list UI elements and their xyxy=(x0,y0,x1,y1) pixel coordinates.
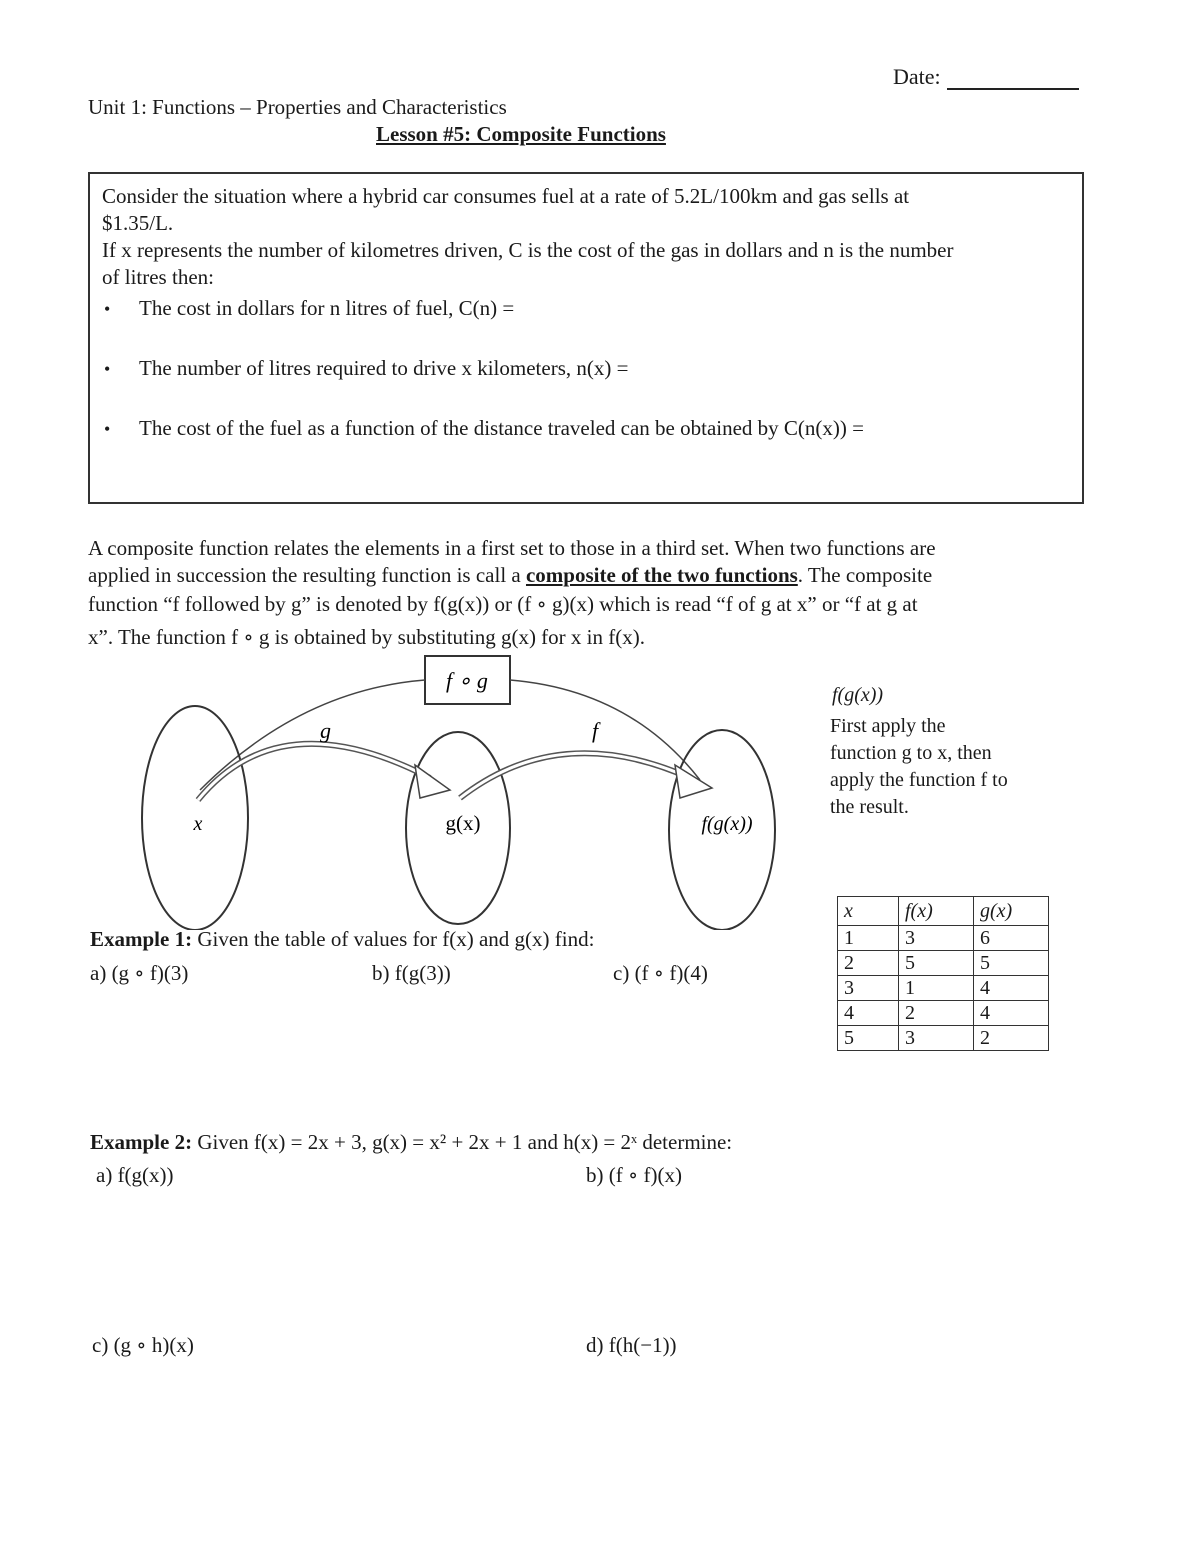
table-cell: 2 xyxy=(838,951,899,976)
scenario-box xyxy=(88,172,1084,504)
arrow-g-inner xyxy=(198,744,430,800)
composition-diagram xyxy=(130,650,790,930)
intro-line-4: x”. The function f ∘ g is obtained by substituting g(x) for x in f(x). xyxy=(88,625,645,649)
set-gx-label: g(x) xyxy=(445,811,481,835)
table-row xyxy=(838,1001,1049,1026)
intro-line-1: A composite function relates the elements in a first set to those in a third set. When two functions are xyxy=(88,536,936,560)
table-row xyxy=(838,951,1049,976)
table-header-cell: f(x) xyxy=(899,897,974,926)
table-cell: 4 xyxy=(974,1001,1049,1026)
table-cell: 6 xyxy=(974,926,1049,951)
table-cell: 1 xyxy=(838,926,899,951)
line-to-fog-left xyxy=(200,680,425,790)
date-field xyxy=(893,64,1079,90)
intro-line-2-pre: applied in succession the resulting function is call a xyxy=(88,563,526,587)
set-x-label: x xyxy=(193,813,203,835)
bullet-marker: • xyxy=(104,359,111,379)
box-line-1: Consider the situation where a hybrid car consumes fuel at a rate of 5.2L/100km and gas sells at xyxy=(102,184,910,208)
arrow-g-label: g xyxy=(320,718,331,743)
intro-line-3: function “f followed by g” is denoted by f(g(x)) or (f ∘ g)(x) which is read “f of g at x” or “f at g at xyxy=(88,592,918,616)
table-cell: 1 xyxy=(899,976,974,1001)
bullet-marker: • xyxy=(104,299,111,319)
box-line-3: If x represents the number of kilometres driven, C is the cost of the gas in dollars and n is the number xyxy=(102,238,954,262)
arrow-g xyxy=(198,744,430,800)
table-cell: 5 xyxy=(974,951,1049,976)
intro-line-2-post: . The composite xyxy=(797,563,933,587)
composite-term: composite of the two functions xyxy=(525,563,798,587)
example-2-d: d) f(h(−1)) xyxy=(586,1333,677,1357)
line-to-fog-right xyxy=(510,680,700,780)
lesson-title: Lesson #5: Composite Functions xyxy=(376,122,666,146)
example-2-b: b) (f ∘ f)(x) xyxy=(586,1163,682,1187)
table-cell: 3 xyxy=(838,976,899,1001)
table-cell: 3 xyxy=(899,1026,974,1051)
intro-line-2 xyxy=(88,563,932,588)
arrow-g-head xyxy=(415,765,450,798)
table-cell: 5 xyxy=(838,1026,899,1051)
bullet-litres-per-km: The number of litres required to drive x kilometers, n(x) = xyxy=(139,356,629,380)
example-1-text: Given the table of values for f(x) and g(x) find: xyxy=(197,927,595,951)
example-1-c: c) (f ∘ f)(4) xyxy=(613,961,708,985)
example-1-a: a) (g ∘ f)(3) xyxy=(90,961,189,985)
example-2-text: Given f(x) = 2x + 3, g(x) = x² + 2x + 1 and h(x) = 2ˣ determine: xyxy=(197,1130,733,1154)
table-cell: 4 xyxy=(974,976,1049,1001)
box-line-4: of litres then: xyxy=(102,265,214,289)
table-header-cell: x xyxy=(838,897,899,926)
bullet-composite-cost: The cost of the fuel as a function of the distance traveled can be obtained by C(n(x)) = xyxy=(139,416,864,440)
bullet-marker: • xyxy=(104,419,111,439)
table-cell: 2 xyxy=(899,1001,974,1026)
arrow-f-label: f xyxy=(592,718,599,743)
example-1-b: b) f(g(3)) xyxy=(372,961,451,985)
values-table xyxy=(837,896,1049,1051)
example-1-heading xyxy=(90,927,594,952)
example-2-c: c) (g ∘ h)(x) xyxy=(92,1333,194,1357)
example-2-label: Example 2: xyxy=(90,1130,193,1154)
set-fgx-label: f(g(x)) xyxy=(701,813,753,835)
example-2-a: a) f(g(x)) xyxy=(96,1163,174,1187)
table-cell: 2 xyxy=(974,1026,1049,1051)
table-row xyxy=(838,926,1049,951)
table-header-row xyxy=(838,897,1049,926)
table-cell: 5 xyxy=(899,951,974,976)
box-line-2: $1.35/L. xyxy=(102,211,174,235)
table-header-cell: g(x) xyxy=(974,897,1049,926)
side-note-text: First apply the function g to x, then apply the function f to the result. xyxy=(830,715,1008,818)
unit-title: Unit 1: Functions – Properties and Characteristics xyxy=(88,95,507,119)
table-cell: 4 xyxy=(838,1001,899,1026)
example-1-label: Example 1: xyxy=(90,927,193,951)
fog-box-label: f ∘ g xyxy=(446,668,488,693)
side-note-expr: f(g(x)) xyxy=(832,684,884,706)
bullet-cost-per-litre: The cost in dollars for n litres of fuel, C(n) = xyxy=(139,296,515,320)
date-label: Date: xyxy=(893,64,941,89)
date-blank-line[interactable] xyxy=(947,66,1079,90)
table-cell: 3 xyxy=(899,926,974,951)
table-row xyxy=(838,976,1049,1001)
example-2-heading xyxy=(90,1130,732,1155)
table-row xyxy=(838,1026,1049,1051)
arrow-f-head xyxy=(675,765,712,798)
